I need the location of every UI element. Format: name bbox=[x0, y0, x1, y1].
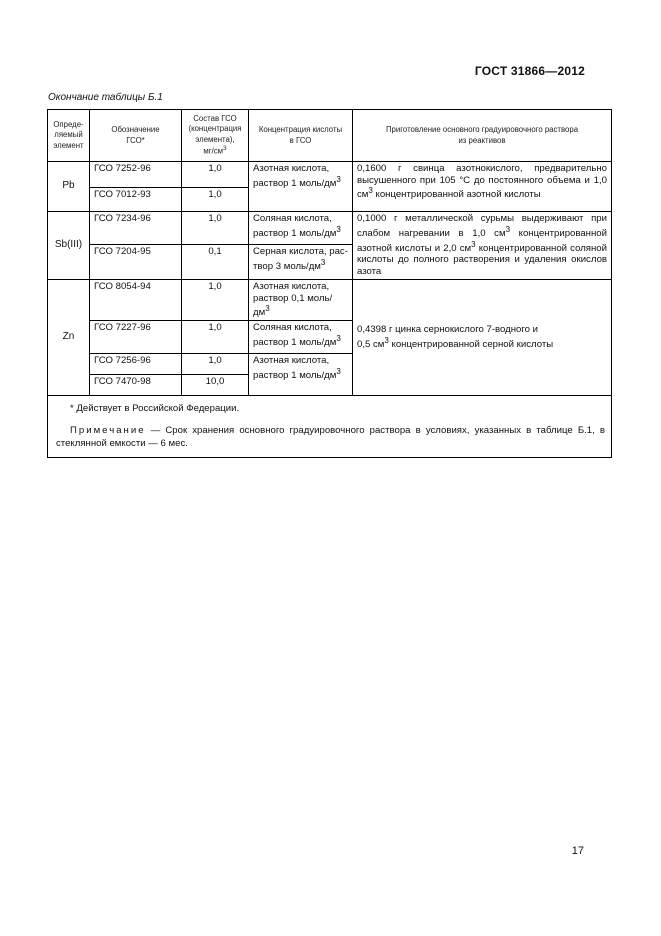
footnote: * Действует в Российской Федерации. bbox=[70, 403, 240, 415]
acid-cell: Соляная кислота, раствор 1 моль/$дм^3$ bbox=[249, 212, 353, 245]
acid-cell: Азотная кислота, раствор 1 моль/$дм^3$ bbox=[249, 162, 353, 212]
header-gso: Обозначение ГСО* bbox=[90, 110, 182, 162]
table-row bbox=[48, 162, 612, 188]
acid-cell: Серная кислота, рас- твор 3 моль/$дм^3$ bbox=[249, 244, 353, 279]
conc-cell: 1,0 bbox=[182, 321, 249, 354]
gso-cell: ГСО 7227-96 bbox=[90, 321, 182, 354]
element-cell: Pb bbox=[48, 162, 90, 212]
header-preparation: Приготовление основного градуировочного раствора из реактивов bbox=[353, 110, 612, 162]
document-id: ГОСТ 31866—2012 bbox=[474, 64, 585, 78]
table-footer bbox=[48, 396, 612, 458]
table-row bbox=[48, 279, 612, 320]
note-text: — Срок хранения основного градуировочного раствора в условиях, указанных в таблице Б.1, в стеклянной емкости — 6 мес. bbox=[56, 425, 605, 450]
table-caption: Окончание таблицы Б.1 bbox=[48, 92, 163, 103]
note-label: Примечание bbox=[70, 425, 146, 437]
conc-cell: 1,0 bbox=[182, 279, 249, 320]
table-row bbox=[48, 212, 612, 245]
preparation-cell: 0,4398 г цинка сернокислого 7-водного и 0,5 $см^3$ концентрированной серной кислоты bbox=[353, 279, 612, 395]
conc-cell: 10,0 bbox=[182, 375, 249, 396]
reagent-table bbox=[47, 109, 612, 458]
conc-cell: 0,1 bbox=[182, 244, 249, 279]
acid-cell: Соляная кислота, раствор 1 моль/$дм^3$ bbox=[249, 321, 353, 354]
preparation-cell: 0,1000 г металлической сурьмы выдерживают при слабом нагревании в 1,0 $см^3$ концентрированной азотной кислоты и 2,0 $см^3$ концентрированной соляной кислоты до полного растворения и удаления окислов азота bbox=[353, 212, 612, 280]
element-cell: Sb(III) bbox=[48, 212, 90, 280]
header-composition: Состав ГСО (концентрация элемента), $мг/см^3$ bbox=[182, 110, 249, 162]
gso-cell: ГСО 7256-96 bbox=[90, 354, 182, 375]
conc-cell: 1,0 bbox=[182, 212, 249, 245]
page-number: 17 bbox=[571, 845, 584, 857]
gso-cell: ГСО 7470-98 bbox=[90, 375, 182, 396]
gso-cell: ГСО 7012-93 bbox=[90, 188, 182, 212]
preparation-cell: 0,1600 г свинца азотнокислого, предварительно высушенного при 105 °С до постоянного объема и 1,0 $см^3$ концентрированной азотной кислоты bbox=[353, 162, 612, 212]
conc-cell: 1,0 bbox=[182, 354, 249, 375]
table-header-row bbox=[48, 110, 612, 162]
header-element: Опреде- ляемый элемент bbox=[48, 110, 90, 162]
table-footer-row bbox=[48, 396, 612, 458]
gso-cell: ГСО 7252-96 bbox=[90, 162, 182, 188]
header-acid: Концентрация кислоты в ГСО bbox=[249, 110, 353, 162]
acid-cell: Азотная кислота, раствор 0,1 моль/$дм^3$ bbox=[249, 279, 353, 320]
conc-cell: 1,0 bbox=[182, 188, 249, 212]
conc-cell: 1,0 bbox=[182, 162, 249, 188]
gso-cell: ГСО 7234-96 bbox=[90, 212, 182, 245]
gso-cell: ГСО 7204-95 bbox=[90, 244, 182, 279]
note bbox=[56, 425, 605, 451]
gso-cell: ГСО 8054-94 bbox=[90, 279, 182, 320]
element-cell: Zn bbox=[48, 279, 90, 395]
acid-cell: Азотная кислота, раствор 1 моль/$дм^3$ bbox=[249, 354, 353, 396]
